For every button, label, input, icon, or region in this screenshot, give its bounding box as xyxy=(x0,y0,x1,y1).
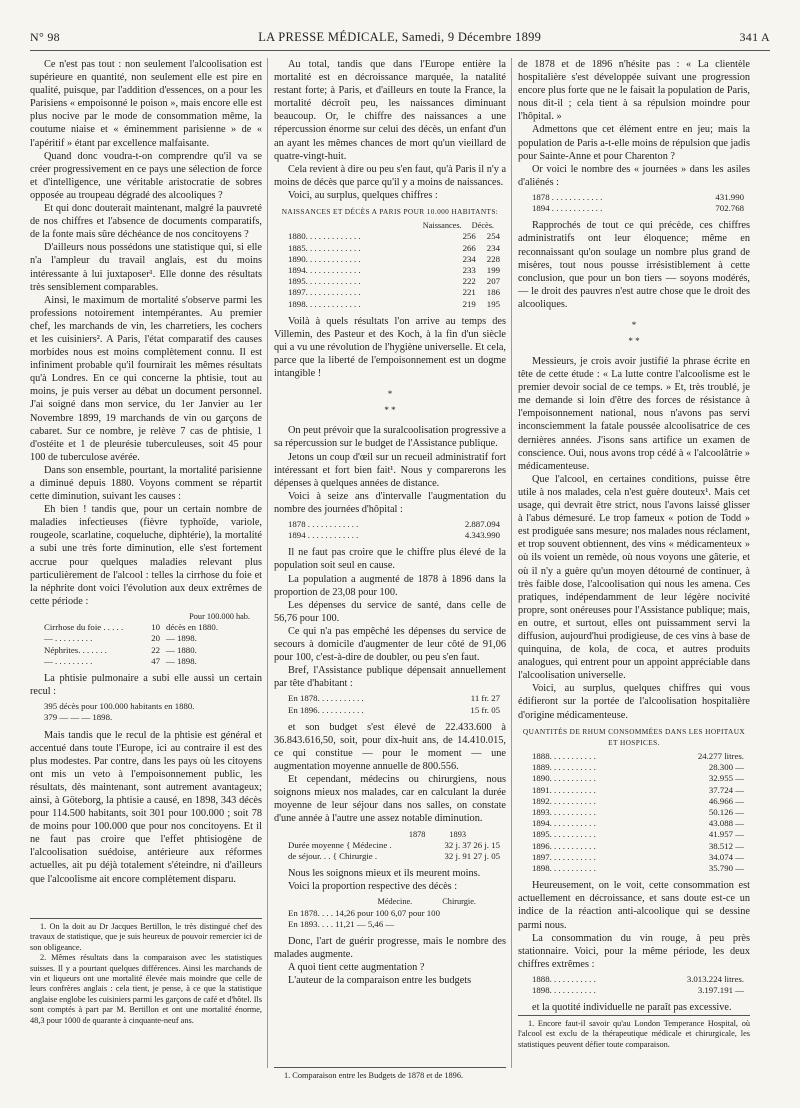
row-value: 41.957 — xyxy=(708,829,744,840)
row-year: 1880. . . . . . . . . . . . . xyxy=(288,231,361,242)
footnote: 1. On la doit au Dr Jacques Bertillon, le très distingué chef des travaux de statistique, que je suis heureux de pouvoir remercier ici de son obligeance. xyxy=(30,922,262,952)
paragraph: Or voici le nombre des « journées » dans les asiles d'aliénés : xyxy=(518,163,750,188)
table-row xyxy=(274,254,506,265)
row-value: 11 fr. 27 xyxy=(470,693,500,704)
paragraph: Eh bien ! tandis que, pour un certain nombre de maladies infectieuses (fièvre typhoïde, variole, rougeole, scarlatine, coqueluche, diphtérie), la mortalité a subi une très forte diminution, elle s'est fortement accrue pour quelques maladies relevant plus particulièrement de l'alcool : telles la cirrhose du foie et la néphrite dont voici l'évolution aux deux extrêmes de cette période : xyxy=(30,504,262,607)
row-year: 1895. . . . . . . . . . . . . xyxy=(288,276,361,287)
table-row xyxy=(518,192,750,203)
paragraph: Jetons un coup d'œil sur un recueil administratif fort intéressant et fort bien fait¹. Nous y comparerons les dépenses à quelques années de distance. xyxy=(274,451,506,489)
row-label: Néphrites. . . . . . . xyxy=(44,644,107,655)
deaths-value: 195 xyxy=(486,298,500,309)
row-year: 1890. . . . . . . . . . . xyxy=(532,773,596,784)
table-row xyxy=(274,287,506,298)
deaths-value: 186 xyxy=(486,287,500,298)
row-value: 34.074 — xyxy=(708,851,744,862)
row-value: 47 xyxy=(151,655,160,666)
table-header xyxy=(274,829,506,840)
paragraph: Voici, au surplus, quelques chiffres : xyxy=(288,189,438,201)
paragraph: A quoi tient cette augmentation ? xyxy=(288,962,425,974)
table-row xyxy=(518,785,750,796)
paragraph: Voici la proportion respective des décès : xyxy=(288,881,458,893)
issue-number: N° 98 xyxy=(30,30,60,44)
column-3 xyxy=(518,58,750,1013)
row-year: 1878 . . . . . . . . . . . . xyxy=(288,518,359,529)
paragraph: Quand donc voudra-t-on comprendre qu'il va se créer progressivement en ce pays une sélection de force et d'intelligence, une véritable aristocratie de sobres opposée au troupeau dégradé des alcooliques ? xyxy=(30,150,262,201)
table-row xyxy=(274,851,506,862)
red-wine-table xyxy=(518,974,750,996)
paragraph: Que l'alcool, en certaines conditions, puisse être utile à nos malades, cela n'est guère douteux¹. Mais cet usage, qui devrait être strict, nous l'avons laissé glisser à l'abus démesuré. Le trop fameux « potion de Todd » est prodiguée sans mesure; nos malades nous réclament, et trop souvent obtiennent, des vins « médicamenteux » où ils voient un remède, où nous voyons une gâterie, et où il n'y a guère qu'un moyen détourné de continuer, à très faible dose, l'alcoolisation qui nous les amena. Ces pratiques, indépendamment de leur légère nocivité propre, sont onéreuses pour l'Assistance publique; mais, en outre, et surtout, elles ont puissamment servi la diffusion, aujourd'hui prodigieuse, de ces vins à base de quinquina, de kola, de coca, et autres produits analogues, qui entrent pour un appoint appréciable dans l'alcoolisation universelle. xyxy=(518,473,750,682)
column-rule xyxy=(267,58,268,1068)
paragraph: Ce n'est pas tout : non seulement l'alcoolisation est supérieure en quantité, non seulement elle est pire en qualité, puisque, par l'addition d'essences, on a pour les Parisiens « empoisonné le poison », mais encore elle est plus nocive par le mode de consommation même, la coutume niaise et « éminemment parisienne » de « l'apéritif » étant par excellence malfaisante. xyxy=(30,59,262,149)
row-year: 1897. . . . . . . . . . . xyxy=(532,851,596,862)
row-year: 1889. . . . . . . . . . . xyxy=(532,762,596,773)
paragraph: Voilà à quels résultats l'on arrive au temps des Villemin, des Pasteur et des Koch, à la fin d'un siècle qui a vu une révolution de l'hygiène universelle. Et cela, parce que la liberté de l'empoisonnement est un dogme intangible ! xyxy=(274,315,506,380)
row-value: 10 xyxy=(151,622,160,633)
row-year: 1896. . . . . . . . . . . xyxy=(532,840,596,851)
row-label: Durée moyenne { Médecine . xyxy=(288,839,392,850)
table-row xyxy=(30,645,262,656)
footnote: 1. Encore faut-il savoir qu'au London Temperance Hospital, où l'alcool est exclu de la thérapeutique médicale et chirurgicale, les statistiques peuvent défier toute comparaison. xyxy=(518,1019,750,1049)
paragraph: de 1878 et de 1896 n'hésite pas : « La clientèle hospitalière s'est développée suivant une progression encore plus forte que ne le faisait la population de Paris, nous dit-il ; cela tient à sa répulsion moindre pour l'hôpital. » xyxy=(518,59,750,123)
paragraph: Mais tandis que le recul de la phtisie est général et accentué dans toute l'Europe, ici au contraire il est des plus modestes. Par contre, dans les pays où les citoyens ont mis un veto à l'empoisonnement public, les résultats, dès maintenant, sont autrement avantageux; ainsi, à Göteborg, la phtisie a causé, en 1898, 343 décès pour 114.500 habitants, soit 301 pour 100.000 ; soit 78 de moins pour 100.000 que pour nos concitoyens. Et il ne faut pas croire que l'effet phtisiogène de l'alcoolisation suédoise, antérieure aux réformes actuelles, ait pu déjà totalement s'éteindre, ni d'ailleurs que l'alcoolisme ait encore complètement disparu. xyxy=(30,729,262,885)
row-value: 38.512 — xyxy=(708,840,744,851)
births-value: 256 xyxy=(462,231,476,242)
row-value: 22 xyxy=(151,644,160,655)
paragraph: Ce qui n'a pas empêché les dépenses du service de secours à domicile d'augmenter de leur côté de 91,06 pour 100, c'est-à-dire de doubler, ou peu s'en faut. xyxy=(274,625,506,664)
row-value: 2.887.094 xyxy=(464,518,500,529)
deaths-value: 199 xyxy=(486,265,500,276)
paragraph: Admettons que cet élément entre en jeu; mais la population de Paris a-t-elle moins de répulsion que jadis pour Sainte-Anne et pour Charenton ? xyxy=(518,124,750,162)
section-separator: * * * xyxy=(628,320,640,346)
deaths-value: 228 xyxy=(486,253,500,264)
paragraph: Ainsi, le maximum de mortalité s'observe parmi les professions notoirement intempérantes. Au premier chef, les marchands de vin, les charretiers, les cochers et les cuisiniers². A Paris, l'état comparatif des causes morbides nous est moins complètement connu. Il est infiniment probable qu'il fournirait les mêmes résultats qu'à Londres. En ce qui concerne la phtisie, tout au moins, je puis verser au débat un document personnel. J'ai soigné dans mon service, du 1er Janvier au 1er Novembre 1899, 19 marchands de vin ou garçons de cabaret. Sur ce nombre, je relève 7 cas de phtisie, 1 d'ostéite et 1 de pleurésie tuberculeuses, soit 45 pour 100 de tuberculose avérée. xyxy=(30,294,262,463)
births-value: 233 xyxy=(462,265,476,276)
table-row: 379 — — — 1898. xyxy=(44,712,113,723)
table-row xyxy=(518,974,750,985)
paragraph: On peut prévoir que la suralcoolisation progressive a sa répercussion sur le budget de l'Assistance publique. xyxy=(274,425,506,450)
deaths-value: 207 xyxy=(486,276,500,287)
row-label: de séjour. . . { Chirurgie . xyxy=(288,850,378,861)
table-row xyxy=(274,519,506,530)
row-value: 3.013.224 litres. xyxy=(686,973,744,984)
row-year: En 1878. . . . . . . . . . . xyxy=(288,693,364,704)
table-row xyxy=(518,751,750,762)
row-year: 1890. . . . . . . . . . . . . xyxy=(288,253,361,264)
hospital-days-table xyxy=(274,519,506,541)
row-value: 32 j. 91 27 j. 05 xyxy=(444,850,500,861)
row-value: 702.768 xyxy=(715,203,744,214)
row-unit: décès en 1880. xyxy=(166,622,219,633)
paragraph: et son budget s'est élevé de 22.433.600 à 36.843.616,50, soit, pour dix-huit ans, de 14.410.015, ce qui constitue — pour le moment — une augmentation moyenne annuelle de 800.556. xyxy=(274,721,506,773)
row-year: 1878 . . . . . . . . . . . . xyxy=(532,191,603,202)
row-year: 1894 . . . . . . . . . . . . xyxy=(288,530,359,541)
rum-consumption-table xyxy=(518,726,750,875)
table-row xyxy=(518,773,750,784)
paragraph: Heureusement, on le voit, cette consommation est actuellement en décroissance, et sans doute est-ce un indice de la réaction anti-alcoolique qui se dessine parmi nous. xyxy=(518,880,750,931)
table-row xyxy=(518,829,750,840)
row-year: 1885. . . . . . . . . . . . . xyxy=(288,242,361,253)
table-header: Pour 100.000 hab. xyxy=(189,611,250,621)
paragraph: Nous les soignons mieux et ils meurent moins. xyxy=(288,868,481,880)
table-row xyxy=(274,693,506,704)
table-row xyxy=(274,705,506,716)
table-row xyxy=(518,863,750,874)
paragraph: Les dépenses du service de santé, dans celle de 56,76 pour 100. xyxy=(274,599,506,624)
row-unit: — 1898. xyxy=(166,655,197,666)
row-label: Cirrhose du foie . . . . . xyxy=(44,622,124,633)
table-title: QUANTITÉS DE RHUM CONSOMMÉES DANS LES HOPITAUX ET HOSPICES. xyxy=(522,726,746,747)
row-value: 28.300 — xyxy=(708,762,744,773)
footnotes-column-1 xyxy=(30,918,262,1026)
column-header: Médecine. xyxy=(377,897,413,907)
mortality-table xyxy=(30,611,262,667)
column-header: Chirurgie. xyxy=(442,897,476,907)
table-row xyxy=(30,633,262,644)
row-label: — . . . . . . . . . xyxy=(44,633,93,644)
page-header xyxy=(30,30,770,51)
row-value: 24.277 litres. xyxy=(697,751,744,762)
table-row xyxy=(274,231,506,242)
row-label: — . . . . . . . . . xyxy=(44,655,93,666)
table-header xyxy=(274,220,506,231)
column-2 xyxy=(274,58,506,1058)
row-year: 1895. . . . . . . . . . . xyxy=(532,829,596,840)
deaths-value: 234 xyxy=(486,242,500,253)
paragraph: Rapprochés de tout ce qui précède, ces chiffres administratifs ont leur éloquence; même en reconnaissant qu'on soulage un nombre plus grand de misères, tout nous pousse irrésistiblement à cette conclusion, que pour un bon tiers — soyons modérés, — le droit des pauvres n'est autre chose que le droit des alcooliques. xyxy=(518,220,750,310)
column-header: 1878 xyxy=(408,829,426,839)
paragraph: Voici, au surplus, quelques chiffres qui vous édifieront sur la portée de l'alcoolisation hospitalière d'origine médicamenteuse. xyxy=(518,683,750,721)
births-value: 234 xyxy=(462,253,476,264)
paragraph: La population a augmenté de 1878 à 1896 dans la proportion de 23,08 pour 100. xyxy=(274,573,506,598)
births-value: 221 xyxy=(462,287,476,298)
paragraph: Messieurs, je crois avoir justifié la phrase écrite en tête de cette étude : « La lutte contre l'alcoolisme est le premier devoir social de ce temps. » Et, très troublé, je me demande si loin d'être des forces de résistance à l'empoisonnement national, nous n'avons pas servi inconsciemment la fatale poussée alcoolisatrice de ces dernières années. J'isons sans artifice un examen de conscience. Oui, nous avons trop cédé à « l'alcoolâtrie » médicamenteuse. xyxy=(518,356,750,472)
row-value: 15 fr. 05 xyxy=(470,704,500,715)
table-row: 395 décès pour 100.000 habitants en 1880. xyxy=(44,701,195,712)
births-value: 219 xyxy=(462,298,476,309)
page-number: 341 A xyxy=(739,30,770,44)
stay-duration-table xyxy=(274,829,506,863)
column-rule xyxy=(511,58,512,1068)
asylum-days-table xyxy=(518,192,750,214)
table-row xyxy=(518,796,750,807)
table-row xyxy=(518,985,750,996)
row-year: 1894 . . . . . . . . . . . . xyxy=(532,203,603,214)
row-year: 1898. . . . . . . . . . . xyxy=(532,985,596,996)
table-row xyxy=(274,840,506,851)
paragraph: Cela revient à dire ou peu s'en faut, qu'à Paris il n'y a moins de décès que parce qu'il y a moins de naissances. xyxy=(274,163,506,188)
table-row xyxy=(274,530,506,541)
table-row: En 1878. . . . 14,26 pour 100 6,07 pour 100 xyxy=(288,907,440,918)
paragraph: Au total, tandis que dans l'Europe entière la mortalité est en décroissance marquée, la natalité restant forte; à Paris, et d'ailleurs en toute la France, la mortalité décroît peu, les naissances diminuant beaucoup. Or, le chiffre des naissances a une répercussion énorme sur celui des décès, un enfant d'un an ayant les mêmes chances de mort qu'un vieillard de quatre-vingt-huit. xyxy=(274,59,506,162)
table-row xyxy=(518,807,750,818)
paragraph: Il ne faut pas croire que le chiffre plus élevé de la population soit seul en cause. xyxy=(274,547,506,572)
row-year: 1894. . . . . . . . . . . xyxy=(532,818,596,829)
table-row xyxy=(518,762,750,773)
paragraph: La consommation du vin rouge, à peu près stationnaire. Voici, pour la même période, les deux chiffres extrêmes : xyxy=(518,932,750,970)
row-year: 1898. . . . . . . . . . . . . xyxy=(288,298,361,309)
row-value: 50.126 — xyxy=(708,807,744,818)
row-value: 35.790 — xyxy=(708,863,744,874)
footnote: 1. Comparaison entre les Budgets de 1878 et de 1896. xyxy=(284,1071,464,1080)
row-year: En 1896. . . . . . . . . . . xyxy=(288,704,364,715)
row-value: 431.990 xyxy=(715,191,744,202)
footnotes-column-2 xyxy=(274,1067,506,1081)
row-year: 1892. . . . . . . . . . . xyxy=(532,795,596,806)
column-header: 1893 xyxy=(449,829,466,839)
row-year: 1893. . . . . . . . . . . xyxy=(532,807,596,818)
paragraph: Voici à seize ans d'intervalle l'augmentation du nombre des journées d'hôpital : xyxy=(274,490,506,515)
table-row: En 1893. . . . 11,21 — 5,46 — xyxy=(288,918,395,929)
row-year: 1891. . . . . . . . . . . xyxy=(532,784,596,795)
row-value: 20 xyxy=(151,633,160,644)
paragraph: Et cependant, médecins ou chirurgiens, nous soignons mieux nos malades, car en calculant la durée moyenne de leur séjour dans nos salles, on constate d'une année à l'autre une assez notable diminution. xyxy=(274,774,506,825)
section-separator: * * * xyxy=(384,389,396,416)
paragraph: Bref, l'Assistance publique dépensait annuellement par tête d'habitant : xyxy=(274,665,506,690)
column-header: Décès. xyxy=(471,221,494,231)
table-row xyxy=(518,852,750,863)
per-capita-table xyxy=(274,693,506,715)
table-row xyxy=(274,243,506,254)
row-value: 37.724 — xyxy=(708,784,744,795)
row-year: 1888. . . . . . . . . . . xyxy=(532,751,596,762)
table-row xyxy=(274,265,506,276)
column-header: Naissances. xyxy=(422,221,462,231)
deaths-value: 254 xyxy=(486,231,500,242)
phtisie-table xyxy=(30,701,262,723)
table-row xyxy=(274,299,506,310)
row-value: 4.343.990 xyxy=(464,530,500,541)
paragraph: La phtisie pulmonaire a subi elle aussi un certain recul : xyxy=(30,672,262,698)
table-row xyxy=(518,818,750,829)
row-year: 1897. . . . . . . . . . . . . xyxy=(288,287,361,298)
table-row xyxy=(30,656,262,667)
births-deaths-table xyxy=(274,206,506,310)
births-value: 222 xyxy=(462,276,476,287)
paragraph: Et qui donc douterait maintenant, malgré la pauvreté de nos chiffres et l'absence de documents comparatifs, de la fonte mais sûre déchéance de nos concitoyens ? xyxy=(30,203,262,241)
row-unit: — 1898. xyxy=(166,633,197,644)
row-year: 1898. . . . . . . . . . . xyxy=(532,863,596,874)
table-row xyxy=(518,203,750,214)
paragraph: Donc, l'art de guérir progresse, mais le nombre des malades augmente. xyxy=(274,935,506,961)
footnote: 2. Mêmes résultats dans la comparaison avec les statistiques suisses. Il y a pourtant quelques différences. Ainsi les marchands de vin et liqueurs ont une mortalité élevée mais moindre que celle de leurs confrères anglais : cela tient, je pense, à ce que la statistique anglaise englobe les cuisiniers parmi les garçons de café et d'hôtel. Ils sont comptés à part par M. Bertillon et ont une mortalité énorme, 48,3 pour 1000 de quarante à cinquante-neuf ans. xyxy=(30,953,262,1025)
row-value: 43.088 — xyxy=(708,818,744,829)
row-value: 32 j. 37 26 j. 15 xyxy=(444,839,500,850)
table-row xyxy=(518,841,750,852)
paragraph: et la quotité individuelle ne paraît pas excessive. xyxy=(532,1002,732,1013)
row-unit: — 1880. xyxy=(166,644,197,655)
paragraph: D'ailleurs nous possédons une statistique qui, si elle n'a l'ampleur du travail anglais, est du moins intéressante à lui juxtaposer¹. Elle donne des résultats très sensiblement comparables. xyxy=(30,242,262,293)
paragraph: Dans son ensemble, pourtant, la mortalité parisienne a diminué depuis 1880. Voyons comment se répartit cette diminution, suivant les causes : xyxy=(30,464,262,503)
table-row xyxy=(274,276,506,287)
row-value: 46.966 — xyxy=(708,795,744,806)
row-value: 3.197.191 — xyxy=(697,985,744,996)
table-row xyxy=(30,622,262,633)
paragraph: L'auteur de la comparaison entre les budgets xyxy=(288,975,472,987)
row-year: 1894. . . . . . . . . . . . . xyxy=(288,265,361,276)
table-title: NAISSANCES ET DÉCÈS A PARIS POUR 10.000 HABITANTS: xyxy=(281,207,499,217)
row-value: 32.955 — xyxy=(708,773,744,784)
footnotes-column-3 xyxy=(518,1015,750,1050)
row-year: 1888. . . . . . . . . . . xyxy=(532,973,596,984)
births-value: 266 xyxy=(462,242,476,253)
table-header xyxy=(274,896,506,907)
death-proportion-table xyxy=(274,896,506,930)
masthead-title: LA PRESSE MÉDICALE, Samedi, 9 Décembre 1899 xyxy=(258,30,542,44)
